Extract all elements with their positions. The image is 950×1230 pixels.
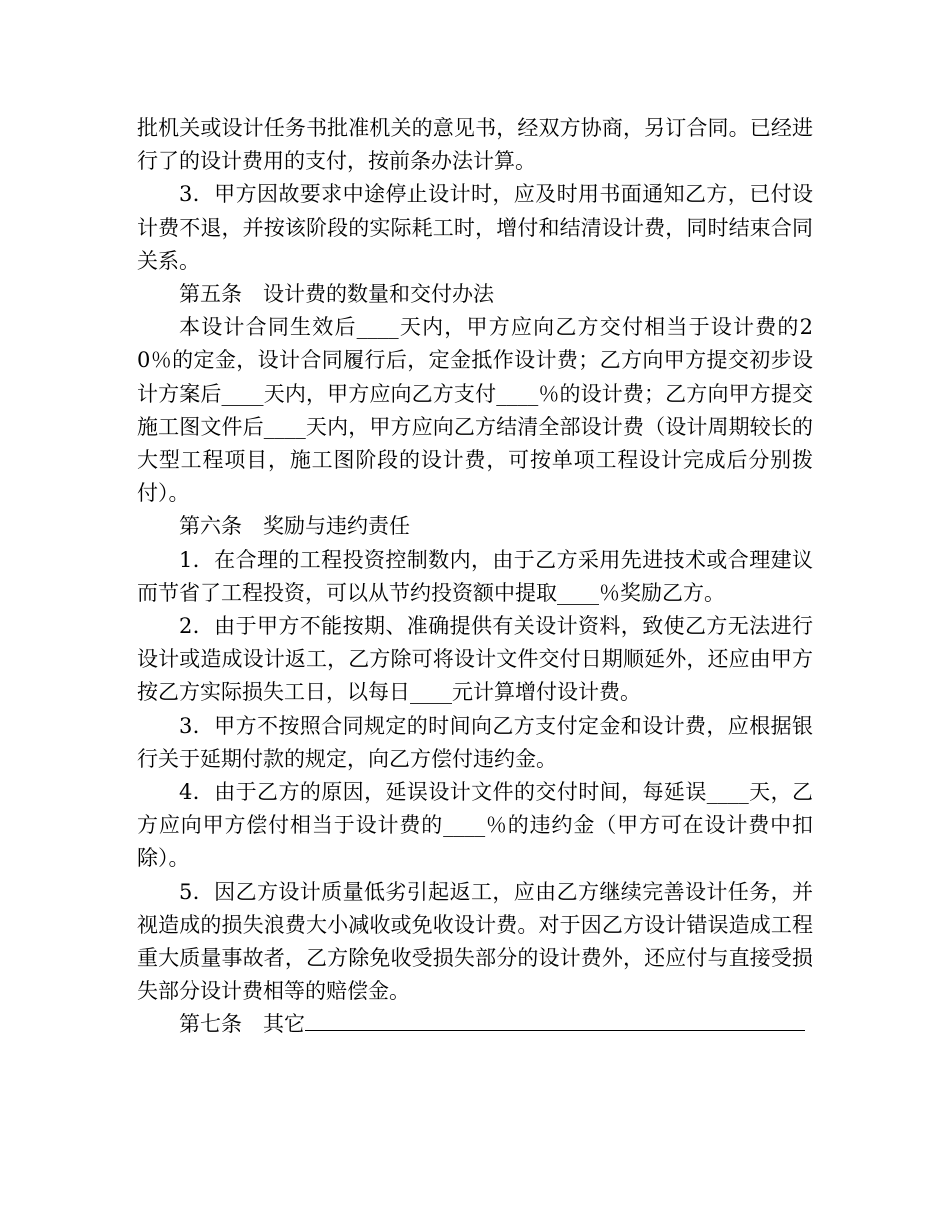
- paragraph-clause-6-4: 4．由于乙方的原因，延误设计文件的交付时间，每延误____天，乙方应向甲方偿付相当于设计费的____％的违约金（甲方可在设计费中扣除）。: [137, 780, 813, 871]
- document-page: [137, 112, 813, 1042]
- article-6-title: 奖励与违约责任: [263, 514, 410, 539]
- paragraph-clause-4-3: 3．甲方因故要求中途停止设计时，应及时用书面通知乙方，已付设计费不退，并按该阶段的实际耗工时，增付和结清设计费，同时结束合同关系。: [137, 182, 813, 273]
- article-6-heading: [137, 510, 813, 543]
- paragraph-clause-6-2: 2．由于甲方不能按期、准确提供有关设计资料，致使乙方无法进行设计或造成设计返工，乙方除可将设计文件交付日期顺延外，还应由甲方按乙方实际损失工日，以每日____元计算增付设计费。: [137, 614, 813, 705]
- article-5-heading: [137, 278, 813, 311]
- fill-in-blank-line: [305, 1008, 805, 1031]
- article-6-label: 第六条: [179, 514, 242, 539]
- article-7-label: 第七条: [179, 1012, 242, 1037]
- paragraph-clause-6-1: 1．在合理的工程投资控制数内，由于乙方采用先进技术或合理建议而节省了工程投资，可以从节约投资额中提取____％奖励乙方。: [137, 547, 813, 605]
- article-7-heading: [137, 1008, 813, 1041]
- paragraph-continuation: 批机关或设计任务书批准机关的意见书，经双方协商，另订合同。已经进行了的设计费用的支付，按前条办法计算。: [137, 116, 813, 174]
- article-7-title: 其它: [263, 1012, 305, 1037]
- paragraph-clause-6-3: 3．甲方不按照合同规定的时间向乙方支付定金和设计费，应根据银行关于延期付款的规定，向乙方偿付违约金。: [137, 713, 813, 771]
- paragraph-article-5-body: 本设计合同生效后____天内，甲方应向乙方交付相当于设计费的20％的定金，设计合同履行后，定金抵作设计费；乙方向甲方提交初步设计方案后____天内，甲方应向乙方支付____％的设计费；乙方向甲方提交施工图文件后____天内，甲方应向乙方结清全部设计费（设计周期较长的大型工程项目，施工图阶段的设计费，可按单项工程设计完成后分别拨付）。: [137, 315, 813, 506]
- article-5-title: 设计费的数量和交付办法: [263, 282, 494, 307]
- article-5-label: 第五条: [179, 282, 242, 307]
- paragraph-clause-6-5: 5．因乙方设计质量低劣引起返工，应由乙方继续完善设计任务，并视造成的损失浪费大小减收或免收设计费。对于因乙方设计错误造成工程重大质量事故者，乙方除免收受损失部分的设计费外，还应付与直接受损失部分设计费相等的赔偿金。: [137, 879, 813, 1004]
